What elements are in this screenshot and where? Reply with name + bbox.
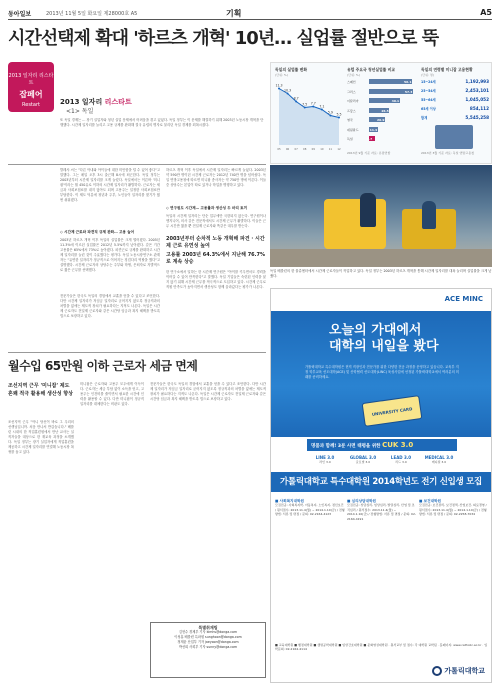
series-title-accent: 리스타트 [104,98,132,106]
minijob-count: 5,545,258 [465,115,489,120]
ad-program-column [275,497,345,637]
photo-floor [270,249,492,267]
warehouse-photo [270,165,492,267]
bar-row [347,127,417,133]
ad-top-strip [271,289,491,311]
ad-program-lines [307,455,457,469]
article-col-left-a: 발레샤 씨는 "다른 아내와 아이들에 대한 미안함을 덜 수 있어 좋다"고 말했다. 그는 매일 오후 3시 출근해 8시에 퇴근한다. 독일 정부는 2003년부터 시간제 일자리를 크게 늘렸다. 독일에서는 이른바 '미니잡'이라는 월 450유로 이하의 시간제 일자리가 활발하다. 근로자는 세금과 사회보험료를 내지 않아도 되며 고용주는 일정한 사회보험료만 부담한다. 이 제도 덕분에 청년과 주부, 노인들이 일자리를 찾기가 훨씬 쉬워졌다. [60,168,160,202]
article-col-mid-b: 독일의 시간제 일자리는 단순 업무에만 국한되지 않는다. 연구원이나 엔지니어, 의사 같은 전문직에서도 시간제 근무가 활발하다. 이들은 근무 시간만 짧을 뿐 전일제 근로자와 똑같은 대우를 받는다. [166,214,266,228]
bottom-col-c: 전문가들은 한국도 독일의 경험에서 교훈을 얻을 수 있다고 조언한다. 다만 시간제 일자리가 저임금 일자리로 굳어지지 않도록 정규직과의 차별을 없애는 제도적 장치가 필요하다는 지적도 나온다. 독일은 시간제 근로자도 전일제 근로자와 같은 시간당 임금과 복지 혜택을 받도록 법으로 보장하고 있다. [150,382,266,401]
ad-program-sub: 라인 3.0 [319,460,331,464]
line-tick-label: 09 [311,148,315,151]
bar-value-label: 26.5 [381,108,389,113]
line-point [329,115,331,117]
series-title-prefix: 2013 일자리 [60,98,103,106]
minijob-count: 2,453,101 [465,88,489,93]
line-tick-label: 12 [337,148,341,151]
article-col-mid-a: 하르츠 개혁 이후 독일에서 시간제 일자리는 빠르게 늘었다. 2003년 약 590만 명이던 시간제 근로자는 2012년 740만 명을 넘어섰다. 독일 연방고용청에 따르면 미니잡 종사자는 약 750만 명에 이른다. 이들 중 상당수는 본업이 따로 있거나 학업을 병행하고 있다. [166,168,266,187]
ad-cuk-strip [307,439,457,451]
series-badge-top: 2013 일자리 리스타트 [8,73,54,86]
unemployment-line-chart [275,75,343,161]
lead-paragraph: 또 독일 경제는 ... 장기 실업자와 청년 실업 문제에서 어려움을 겪고 있었다. 독일 정부는 이 문제를 해결하기 위해 2003년 노동시장 개혁을 단행했다. 시간제 일자리를 늘리고 고용 규제를 완화해 결국 유럽의 병자로 불리던 독일 경제를 회복시켰다. [60,118,264,127]
line-data-label: 10.3 [284,88,292,93]
bar-row [347,136,417,142]
article-subhead-left: ◇ 시간제 근로와 파견직 규제 완화… 고용 늘어 [60,230,135,234]
minijob-rows [421,79,489,125]
minijob-row [421,79,489,87]
issue-date: 2013년 11월 5일 화요일 제28000호 A5 [46,11,138,17]
reporter-contact-box [150,622,266,678]
ad-headline-2: 대학의 내일을 봤다 [329,339,439,354]
ad-column-text: 모집전공: 상담심리, 임상심리, 발달심리, 산업 및 조직심리 / 원서접수: 2013.11.4(월) ~ 2014.1.10(금) / 전형방법: 서류 및 면접 / 문의: 02-2164-4191 [347,503,416,521]
ad-column-title: ■ 사회복지대학원 [275,499,304,503]
minijob-panel [421,67,489,161]
bar-value-label: 20.9 [377,118,385,122]
main-headline: 시간선택제 확대 '하르츠 개혁' 10년… 실업률 절반으로 뚝 [8,28,439,49]
line-tick-label: 07 [294,148,298,151]
contact-line: 김현수 경제부 기자 kimhs@donga.com [178,630,238,634]
line-tick-label: 05 [277,148,281,151]
ad-program-sub: 메디컬 3.0 [431,460,447,464]
series-badge [8,62,54,112]
series-badge-main: 잡페어 [19,90,43,99]
line-point [338,117,340,119]
line-data-label: 5.9 [327,110,333,115]
page-number: A5 [480,8,492,17]
ad-column-title: ■ 심리상담대학원 [347,499,376,503]
article-col-left-b: 2003년 하르츠 개혁 이후 독일의 실업률은 크게 떨어졌다. 2005년 11.3%에 이르던 실업률은 2012년 5.5%까지 낮아졌다. 같은 기간 고용률은 65%에서 73%로 높아졌다. 파견근로 규제를 완화하고 시간제 일자리를 늘린 것이 주효했다는 평가다. 독일 노동시장연구소 관계자는 "유연한 일자리가 정규직으로 이어지는 징검다리 역할을 했다"고 설명했다. 시간제 근로자의 상당수는 주부와 학생, 은퇴자로 자발적으로 짧은 근무를 선택했다. [60,238,160,272]
contact-title: 특별취재팀 [198,625,218,630]
university-card: UNIVERSITY CARD [362,395,423,427]
ad-body-text: 가톨릭대학교 특수대학원은 현직 직장인과 전문가를 위한 다양한 전공 과정을 운영하고 있습니다. 교육부 지정 학부교육 선도대학(ACE) 및 산학협력 선도대학(LINC) 육성사업에 선정된 가톨릭대학교에서 여러분의 미래를 준비하세요. [305,365,459,379]
ad-column-title: ■ 보건대학원 [419,499,442,503]
bar-value-label: 7.7 [366,137,373,141]
ad-column-text: 모집전공: 보건관리, 보건정책, 산업보건, 의료경영 / 원서접수: 2013.11.4(월) ~ 2014.1.10(금) / 전형방법: 서류 및 면접 / 문의: 02-2258-7034 [419,503,487,517]
minijob-age: 합계 [421,116,428,120]
line-area [279,89,342,146]
unemployment-unit: (단위: %) [275,73,288,77]
forklift-shape [324,199,386,249]
line-data-label: 11.3 [275,83,283,88]
series-subtitle: <1> 독일 [66,108,94,115]
bar-value-label: 57.3 [404,89,413,94]
divider [8,164,266,165]
ad-logo [445,295,483,303]
ad-program-sub: 글로벌 3.0 [355,460,371,464]
university-advertisement[interactable] [270,288,492,683]
series-badge-bottom: Restart [22,102,40,108]
minijob-count: 1,192,993 [465,79,489,84]
line-data-label: 5.5 [336,112,342,117]
bar-value-label: 40.1 [391,99,400,103]
youth-unemployment-panel [347,67,417,161]
unemployment-panel [275,67,343,161]
line-point [312,106,314,108]
minijob-row [421,106,489,114]
minijob-age: 65세 이상 [421,107,436,111]
youth-unemployment-title: 유럽 주요국 청년실업률 비교 [347,67,395,72]
line-data-label: 7.7 [310,101,316,106]
minijob-illustration [435,125,473,149]
bar-row [347,117,417,123]
section-label: 기획 [226,9,242,18]
line-tick-label: 11 [328,148,333,151]
ad-program-sub: 리드 3.0 [395,460,407,464]
bar-label: 이탈리아 [347,99,359,103]
ad-program-item [421,455,457,464]
line-tick-label: 10 [320,148,324,151]
ad-program-column [419,497,489,637]
ace-logo: ACE [444,295,460,303]
line-point [287,93,289,95]
minijob-row [421,97,489,105]
bottom-col-a: 조선지역 근무 "아니 당신이 바로 그 우리의 선생님입니까. 처음 만나서 반갑습니다." 베를린 시내의 한 직업훈련원에서 만난 교사는 실직자들을 대상으로 한 재교육 과정을 소개했다. 독일 정부는 장기 실업자에게 직업훈련을 제공하고 시간제 일자리를 연결해 노동시장 복귀를 돕고 있다. [8,420,74,454]
ad-column-text: 모집전공: 사회복지학, 아동복지, 노인복지, 정신보건 / 원서접수: 2013.11.4(월) ~ 2014.1.10(금) / 전형방법: 서류 및 면접 / 문의: 02-2164-4123 [275,503,345,517]
ad-program-column [347,497,417,637]
ad-brand-name: 가톨릭대학교 [444,667,485,675]
minijob-unit: (단위: 명) [421,73,434,77]
bar-row [347,89,417,95]
bar-row [347,79,417,85]
bar-row [347,108,417,114]
ad-headline-1: 오늘의 가대에서 [329,323,422,338]
divider [8,352,266,353]
bottom-col-b: 미니잡은 근로자와 고용주 모두에게 이득이다. 근로자는 세금 부담 없이 소득을 얻고, 고용주는 인건비를 줄이면서 필요한 시간에 인력을 활용할 수 있다. 다만 미니잡이 정규직 일자리를 대체한다는 비판도 있다. [80,382,144,406]
ad-program-item [345,455,381,464]
ad-brand [432,666,485,676]
line-tick-label: 06 [285,148,290,151]
minijob-count: 854,112 [469,106,489,111]
ad-program-item [383,455,419,464]
bar-label: 그리스 [347,89,356,94]
minijob-age: 25~54세 [421,89,436,93]
bar-label: 네덜란드 [347,127,359,132]
ad-footer-text: ■ 교육대학원 ■ 행정대학원 ■ 생명공학대학원 ■ 임상간호대학원 ■ 문화영성대학원 · 원서교부 및 접수: 각 대학원 교학팀 · 홈페이지: www.catholic.ac.kr · 입학문의: 02-2164-4114 [275,643,488,652]
university-emblem-icon [432,666,442,676]
ad-cuk-big: CUK 3.0 [382,441,414,449]
youth-unemployment-bars [347,79,417,149]
youth-unemployment-unit: (단위: %) [347,73,360,77]
ad-headline [329,323,439,355]
line-point [304,107,306,109]
bottom-intro: 조선지역 근무 '미니잡' 제도 흔쾌 적극 활용해 생산성 향상 [8,383,73,397]
minijob-age: 15~24세 [421,80,436,84]
bar-row [347,98,417,104]
minijob-row [421,115,489,123]
line-point [278,88,280,90]
line-data-label: 8.7 [293,96,299,101]
bar-label: 스페인 [347,80,356,84]
ad-program-name: LEAD 3.0 [390,455,412,460]
ad-program-name: LINE 3.0 [315,455,335,460]
photo-caption: 독일 베를린의 한 물류센터에서 시간제 근로자들이 작업하고 있다. 독일 정부는 2003년 하르츠 개혁을 통해 시간제 일자리를 대폭 늘리며 실업률을 크게 낮췄다. [270,269,492,278]
worker-figure [422,201,436,229]
ad-recruit-banner: 가톨릭대학교 특수대학원 2014학년도 전기 신입생 모집 [271,472,491,492]
worker-figure [360,193,376,227]
line-point [321,109,323,111]
ad-program-grid [275,497,489,637]
unemployment-title: 독일의 실업률 변화 [275,67,307,72]
pull-quote: 2003년부터 순차적 노동 개혁해 파견 · 시간제 근로 유연성 높여 [166,236,265,249]
article-col-left-c: 전문가들은 한국도 독일의 경험에서 교훈을 얻을 수 있다고 조언한다. 다만 시간제 일자리가 저임금 일자리로 굳어지지 않도록 정규직과의 차별을 없애는 제도적 장치가 필요하다는 지적도 나온다. 독일은 시간제 근로자도 전일제 근로자와 같은 시간당 임금과 복지 혜택을 받도록 법으로 보장하고 있다. [60,294,160,318]
contact-line: 정재윤 산업부 기자 jaeyoon@donga.com [177,640,239,644]
line-tick-label: 08 [303,148,307,151]
ad-program-name: MEDICAL 3.0 [424,455,454,460]
minijob-count: 1,045,052 [465,97,489,102]
contact-line: 박선희 사회부 기자 sunny@donga.com [178,645,238,649]
contact-line: 이성훈 베를린 특파원 sunghoon@donga.com [174,635,242,639]
line-data-label: 7.1 [319,104,325,109]
bar-value-label: 56.1 [404,80,412,84]
infographic [270,62,492,164]
bottom-headline: 월수입 65만원 이하 근로자 세금 면제 [8,359,198,373]
youth-unemployment-note: 2013년 9월 기준 자료: 유럽연합 [347,151,391,155]
article-col-mid-c: 한 연구소에서 일하는 한 시간제 연구원은 "아이를 키우면서도 경력을 이어갈 수 있어 만족한다"고 말했다. 독일 기업들은 숙련된 인력을 잃지 않기 위해 시간제 근무를 적극적으로 도입하고 있다. 시간제 근무로 직원 만족도가 높아지면서 생산성도 함께 올라갔다는 평가가 나온다. [166,270,266,289]
article-subhead-mid: ◇ 연구원도 시간제… 고용률과 생산성 두 마리 토끼 [166,206,248,210]
pull-quote-2: 고용률 2003년 64.3%에서 지난해 76.7%로 계속 상승 [166,252,266,265]
ad-program-name: GLOBAL 3.0 [349,455,377,460]
ad-program-item [307,455,343,464]
line-data-label: 7.5 [302,102,308,107]
bar-label: 프랑스 [347,108,356,113]
bar-label: 독일 [347,137,353,141]
minijob-row [421,88,489,96]
minijob-note: 2013년 3월 기준 자료: 독일 연방고용청 [421,151,474,155]
newspaper-brand: 동아일보 [8,11,32,18]
bar-value-label: 11.4 [369,127,378,132]
minijob-title: 독일의 연령별 미니잡 고용현황 [421,67,473,72]
line-point [295,101,297,103]
minijob-age: 55~64세 [421,98,436,102]
linc-logo: MINC [462,295,483,303]
masthead [8,8,492,20]
bar-label: 영국 [347,118,353,122]
ad-cuk-text: 명품과 함께! 3분 사면 태평을 위한 [311,444,381,449]
